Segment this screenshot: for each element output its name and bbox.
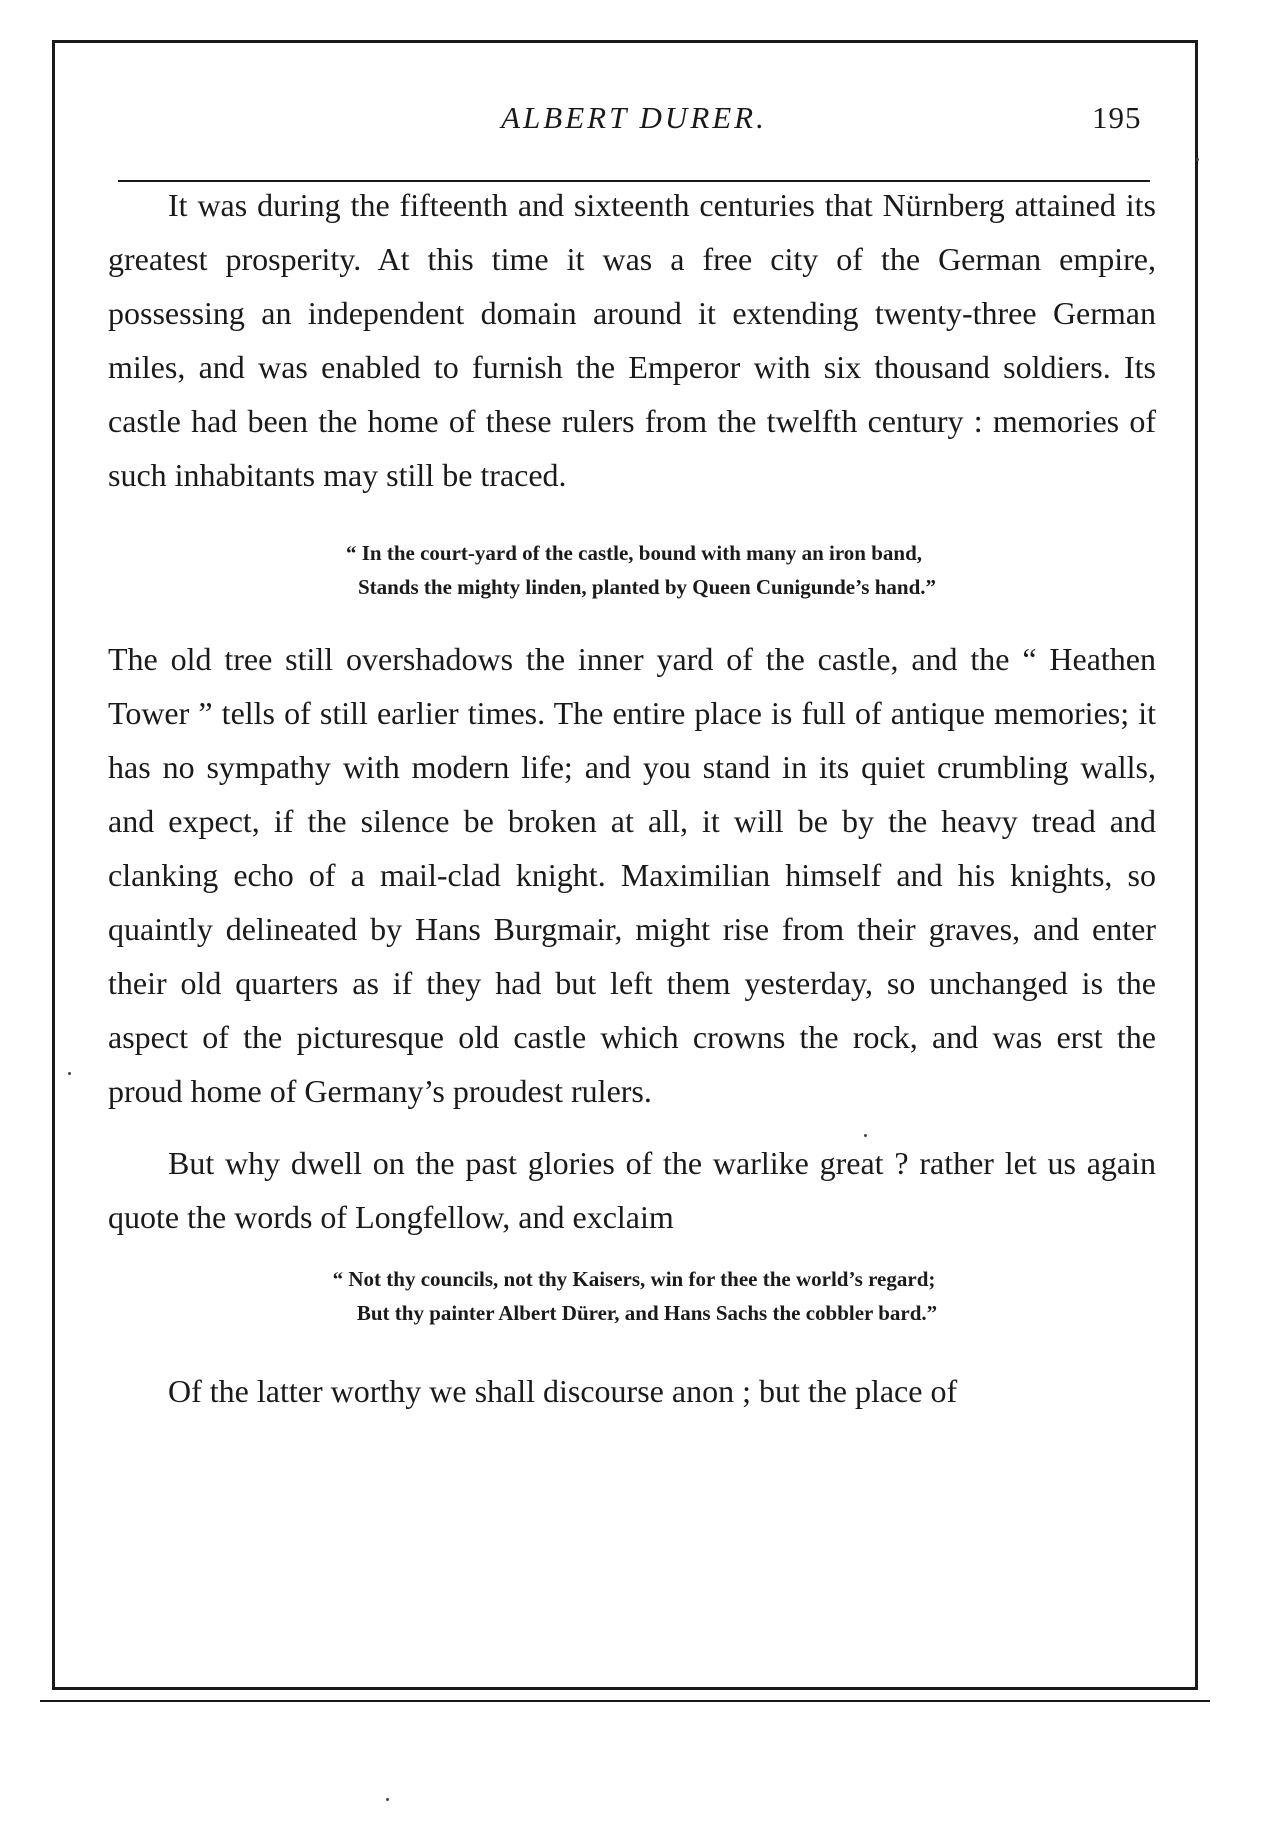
running-title: ALBERT DURER. <box>501 100 767 135</box>
print-speck <box>1196 158 1199 161</box>
paragraph-2: The old tree still overshadows the inner yard of the castle, and the “ Heathen Tower ” tells of still earlier times. The entire place is full of antique memories; it has no sympathy with modern life; and you stand in its quiet crumbling walls, and expect, if the silence be broken at all, it will be by the heavy tread and clanking echo of a mail-clad knight. Maximilian himself and his knights, so quaintly delineated by Hans Burgmair, might rise from their graves, and enter their old quarters as if they had but left them yesterday, so unchanged is the aspect of the picturesque old castle which crowns the rock, and was erst the proud home of Germany’s proudest rulers. <box>108 641 1156 1109</box>
verse-quote-2 <box>0 1262 1268 1330</box>
verse-1-line-2: Stands the mighty linden, planted by Queen Cunigunde’s hand.” <box>357 575 937 599</box>
print-speck <box>68 1072 71 1075</box>
bottom-rule <box>40 1700 1210 1702</box>
paragraph-1: It was during the fifteenth and sixteenth centuries that Nürnberg attained its greatest prosperity. At this time it was a free city of the German empire, possessing an independent domain around it extending twenty-three German miles, and was enabled to furnish the Emperor with six thousand soldiers. Its castle had been the home of these rulers from the twelfth century : memories of such inhabitants may still be traced. <box>108 187 1156 493</box>
verse-1-line-1: “ In the court-yard of the castle, bound with many an iron band, <box>345 541 922 565</box>
verse-2-line-2: But thy painter Albert Dürer, and Hans Sachs the cobbler bard.” <box>356 1301 938 1325</box>
print-speck <box>864 1134 867 1137</box>
paragraph-4: Of the latter worthy we shall discourse anon ; but the place of <box>168 1373 958 1409</box>
paragraph-3: But why dwell on the past glories of the warlike great ? rather let us again quote the words of Longfellow, and exclaim <box>108 1145 1156 1235</box>
verse-quote-1 <box>0 536 1268 604</box>
print-speck <box>386 1798 389 1801</box>
page-number: 195 <box>1092 100 1142 135</box>
verse-2-line-1: “ Not thy councils, not thy Kaisers, win for thee the world’s regard; <box>332 1267 936 1291</box>
